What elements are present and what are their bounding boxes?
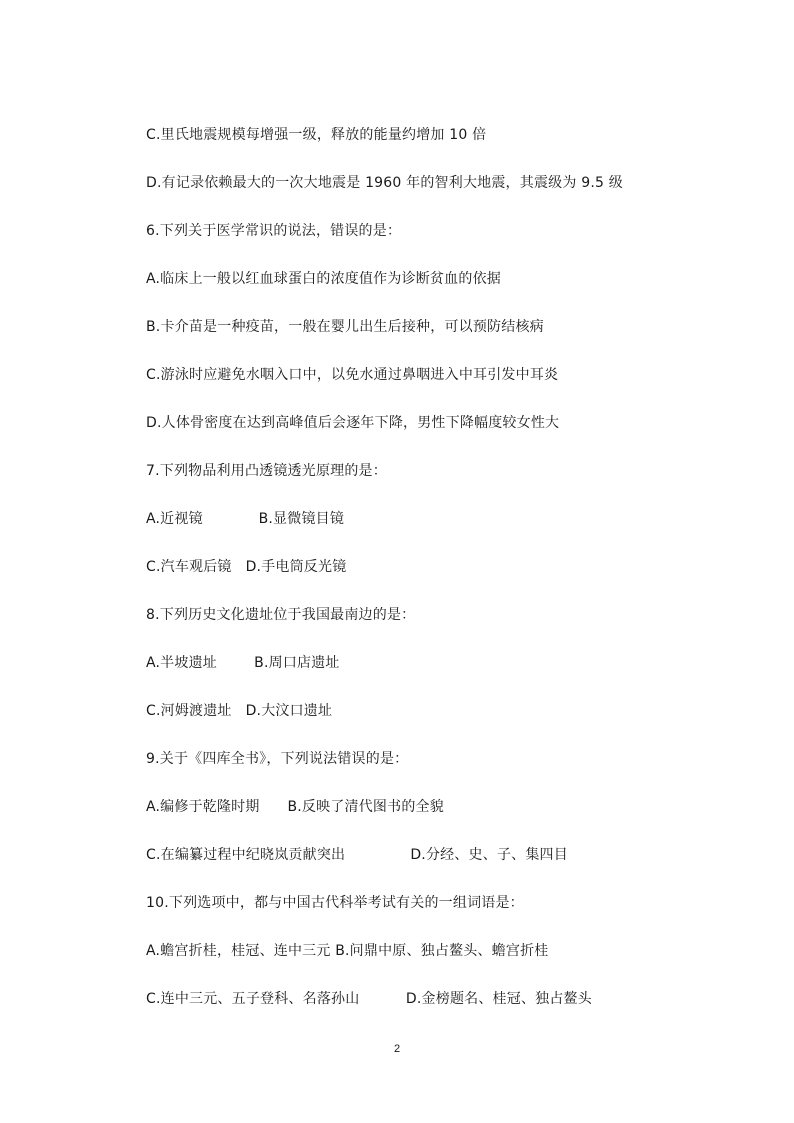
options-10cd: C.连中三元、五子登科、名落孙山 D.金榜题名、桂冠、独占鳌头 [146,991,592,1007]
option-6c: C.游泳时应避免水咽入口中，以免水通过鼻咽进入中耳引发中耳炎 [146,367,559,383]
question-7: 7.下列物品利用凸透镜透光原理的是： [146,463,387,479]
question-10: 10.下列选项中，都与中国古代科举考试有关的一组词语是： [146,895,524,911]
question-9: 9.关于《四库全书》，下列说法错误的是： [146,751,409,767]
options-10ab: A.蟾宫折桂，桂冠、连中三元 B.问鼎中原、独占鳌头、蟾宫折桂 [146,943,549,959]
option-6a: A.临床上一般以红血球蛋白的浓度值作为诊断贫血的依据 [146,271,501,287]
option-6d: D.人体骨密度在达到高峰值后会逐年下降，男性下降幅度较女性大 [146,415,560,431]
page-number: 2 [393,1043,401,1055]
option-6b: B.卡介苗是一种疫苗，一般在婴儿出生后接种，可以预防结核病 [146,319,544,335]
options-7ab: A.近视镜 B.显微镜目镜 [146,511,345,527]
options-7cd: C.汽车观后镜 D.手电筒反光镜 [146,559,347,575]
options-9ab: A.编修于乾隆时期 B.反映了清代图书的全貌 [146,799,444,815]
options-8cd: C.河姆渡遗址 D.大汶口遗址 [146,703,333,719]
question-6: 6.下列关于医学常识的说法，错误的是： [146,223,402,239]
options-8ab: A.半坡遗址 B.周口店遗址 [146,655,340,671]
option-5d: D.有记录依赖最大的一次大地震是 1960 年的智利大地震，其震级为 9.5 级 [146,175,623,191]
question-8: 8.下列历史文化遗址位于我国最南边的是： [146,607,416,623]
options-9cd: C.在编纂过程中纪晓岚贡献突出 D.分经、史、子、集四目 [146,847,568,863]
option-5c: C.里氏地震规模每增强一级，释放的能量约增加 10 倍 [146,127,487,143]
